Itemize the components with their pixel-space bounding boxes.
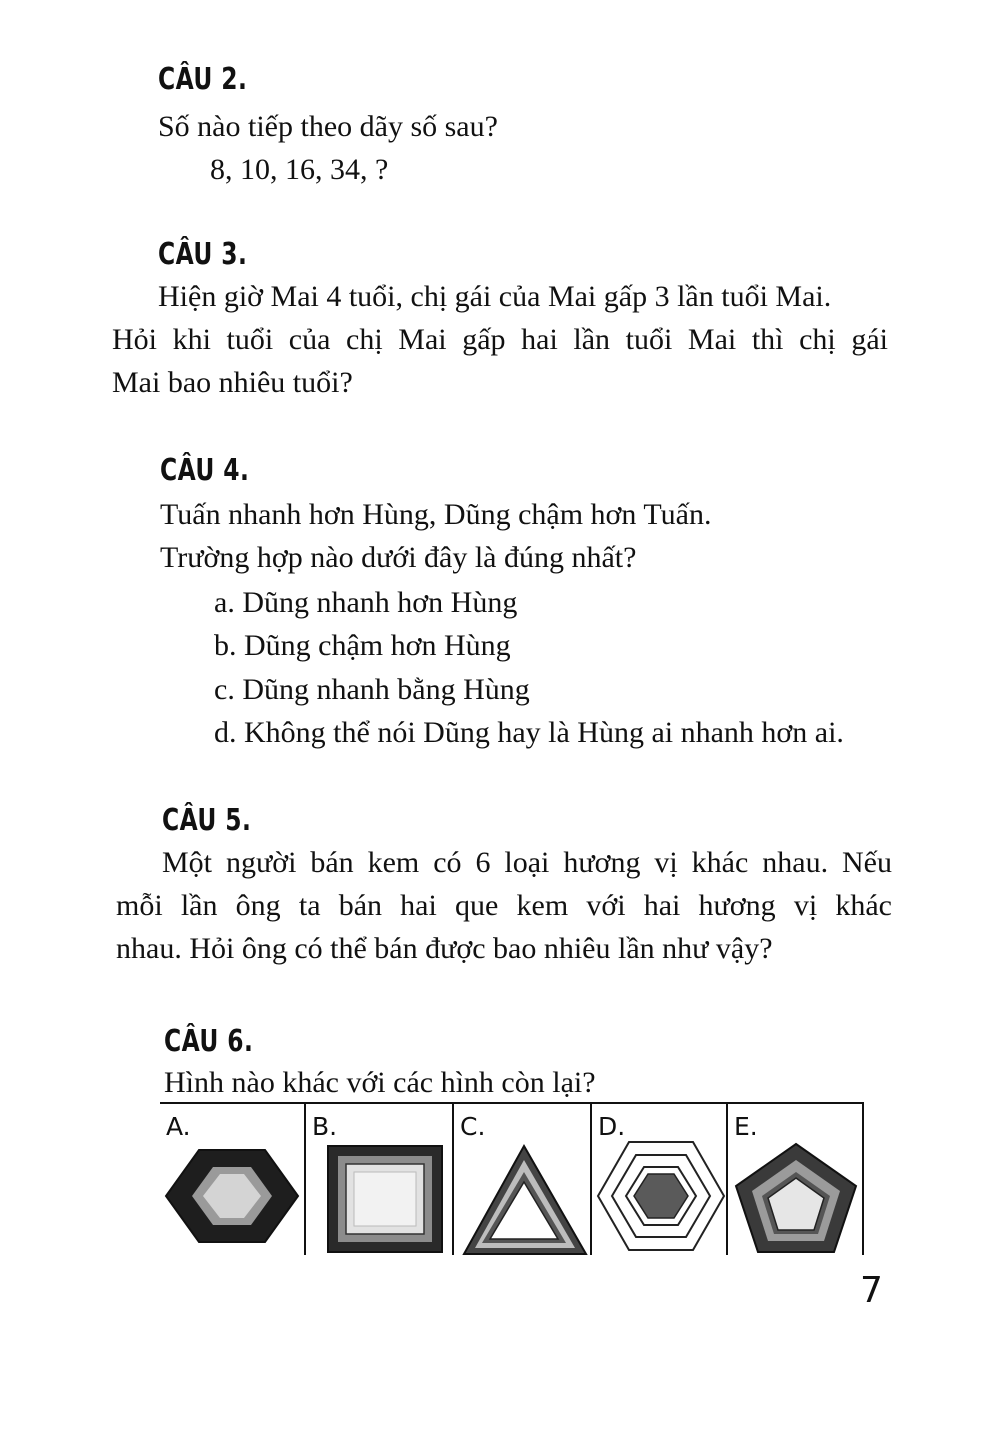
figure-cell-b (304, 1104, 452, 1255)
q5-text-line3: nhau. Hỏi ông có thể bán được bao nhiêu lần như vậy? (116, 932, 773, 965)
q5-text-line2: mỗi lần ông ta bán hai que kem với hai hương vị khác (116, 889, 892, 922)
hexagon-figure-a (160, 1140, 304, 1255)
pentagon-figure-e (728, 1140, 864, 1255)
figure-cell-e (726, 1104, 864, 1255)
q4-text-line2: Trường hợp nào dưới đây là đúng nhất? (160, 541, 637, 574)
q4-option-c: c. Dũng nhanh bằng Hùng (214, 673, 530, 706)
triangle-figure-c (454, 1140, 592, 1255)
q4-option-a: a. Dũng nhanh hơn Hùng (214, 586, 518, 619)
hexagon-figure-d (592, 1140, 728, 1255)
figure-label-a: A. (166, 1112, 191, 1141)
q4-text-line1: Tuấn nhanh hơn Hùng, Dũng chậm hơn Tuấn. (160, 498, 712, 531)
q4-heading: CÂU 4. (160, 453, 250, 488)
q3-text-line2: Hỏi khi tuổi của chị Mai gấp hai lần tuổi Mai thì chị gái (112, 323, 888, 356)
figure-table (160, 1102, 864, 1253)
q2-text: Số nào tiếp theo dãy số sau? (158, 110, 498, 143)
q5-text-line1: Một người bán kem có 6 loại hương vị khác nhau. Nếu (162, 846, 892, 879)
figure-label-c: C. (460, 1112, 486, 1141)
square-figure-b (306, 1140, 454, 1255)
q2-heading: CÂU 2. (158, 62, 248, 97)
q3-text-line3: Mai bao nhiêu tuổi? (112, 366, 353, 399)
q6-text: Hình nào khác với các hình còn lại? (164, 1066, 596, 1099)
q3-heading: CÂU 3. (158, 237, 248, 272)
q2-sequence: 8, 10, 16, 34, ? (210, 153, 389, 186)
figure-label-e: E. (734, 1112, 758, 1141)
figure-label-d: D. (598, 1112, 626, 1141)
q4-option-d: d. Không thể nói Dũng hay là Hùng ai nhanh hơn ai. (214, 716, 844, 749)
figure-label-b: B. (312, 1112, 338, 1141)
q5-heading: CÂU 5. (162, 803, 252, 838)
q3-text-line1: Hiện giờ Mai 4 tuổi, chị gái của Mai gấp 3 lần tuổi Mai. (158, 280, 832, 313)
page-number: 7 (860, 1270, 883, 1311)
q6-heading: CÂU 6. (164, 1024, 254, 1059)
figure-cell-c (452, 1104, 590, 1255)
q4-option-b: b. Dũng chậm hơn Hùng (214, 629, 511, 662)
figure-cell-a (160, 1104, 304, 1255)
figure-cell-d (590, 1104, 726, 1255)
